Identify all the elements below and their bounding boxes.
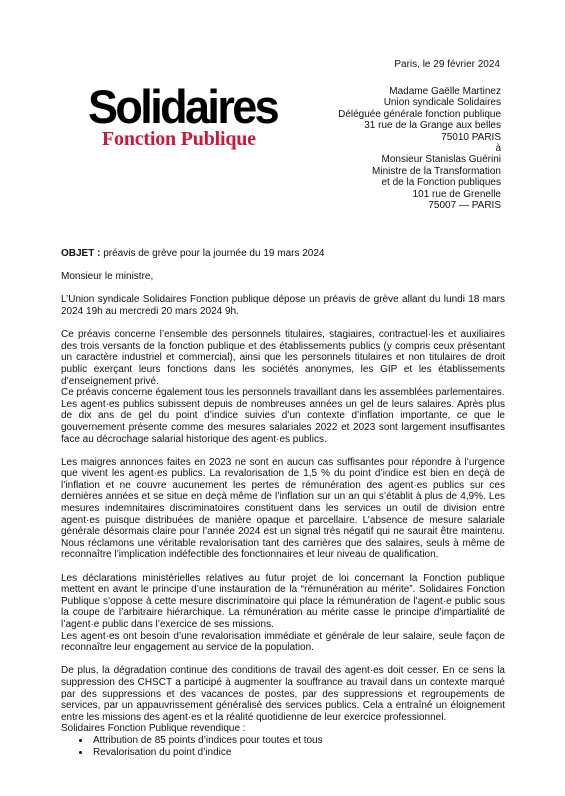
paragraph: Les agent·es publics subissent depuis de nombreuses années un gel de leurs salaires. Après plus de dix ans de gel du point d’indice suivies d’un contexte d’inflation importante, ce que le gouvernement présente comme des mesures salariales 2022 et 2023 sont largement insuffisantes face au décrochage salarial historique des agent·es publics.	[61, 398, 505, 445]
address-line: 75007 — PARIS	[428, 200, 501, 212]
address-line: 101 rue de Grenelle	[412, 188, 501, 200]
address-line: Madame Gaëlle Martinez	[389, 86, 501, 97]
paragraph: De plus, la dégradation continue des conditions de travail des agent·es doit cesser. En ce sens la suppression des CHSCT a participé à augmenter la souffrance au travail dans un contexte marqué par des suppressions et des vacances de postes, par des suppressions et regroupements de services, par un appauvrissement généralisé des services publics. Cela a entraîné un éloignement entre les missions des agent·es et la réalité quotidienne de leur exercice professionnel.	[61, 665, 505, 723]
list-item: • Revalorisation du point d’indice	[91, 747, 505, 759]
demands-list	[61, 735, 505, 758]
address-block	[338, 86, 501, 211]
paragraph: Ce préavis concerne l’ensemble des personnels titulaires, stagiaires, contractuel·les et auxiliaires des trois versants de la fonction publique et des établissements publics (y compris ceux présentant un caractère industriel et commercial), ainsi que les personnels titulaires et non titulaires de droit public exerçant leurs fonctions dans les sociétés anonymes, les GIP et les établissements d’enseignement privé.	[61, 329, 505, 387]
logo-sub-text: Fonction Publique	[102, 128, 256, 150]
address-line: Union syndicale Solidaires	[383, 97, 501, 109]
salutation: Monsieur le ministre,	[61, 271, 154, 283]
address-line: 31 rue de la Grange aux belles	[364, 120, 501, 132]
object-label: OBJET :	[61, 248, 101, 259]
solidaires-logo	[88, 79, 278, 150]
address-line: 75010 PARIS	[441, 131, 501, 143]
address-line: à	[495, 143, 501, 155]
logo-main-text: Solidaires	[88, 79, 278, 134]
paragraph: Solidaires Fonction Publique revendique :	[61, 723, 246, 735]
list-item: • Attribution de 85 points d’indices pour toutes et tous	[91, 735, 505, 747]
paragraph: Les déclarations ministérielles relatives au futur projet de loi concernant la Fonction publique mettent en avant le principe d’une instauration de la “rémunération au mérite”. Solidaires Fonction Publique s’oppose à cette mesure discriminatoire qui place la rémunération de l’agent·e public sous la coupe de l’arbitraire hiérarchique. La rémunération au mérite casse le principe d’impartialité de l’agent·e public dans l’exercice de ses missions.	[61, 572, 505, 630]
paragraph: Les maigres annonces faites en 2023 ne sont en aucun cas suffisantes pour répondre à l’urgence que vivent les agent·es publics. La revalorisation de 1,5 % du point d’indice est bien en deçà de l’inflation et ne couvre aucunement les pertes de rémunération des agent·es publics sur ces dernières années et se situe en deçà même de l’inflation sur un an qui s’établit à plus de 4,9%. Les mesures indemnitaires discriminatoires constituent dans les services un outil de division entre agent·es puisque distribuées de manière opaque et parcellaire. L’absence de mesure salariale générale désormais claire pour l’année 2024 est un signal très négatif qui ne saurait être maintenu. Nous réclamons une véritable revalorisation tant des carrières que des salaires, seuls à même de reconnaître l’implication indéfectible des fonctionnaires et leur niveau de qualification.	[61, 456, 505, 561]
address-line: et de la Fonction publiques	[381, 177, 501, 189]
letter-body	[61, 248, 505, 758]
object-text: préavis de grève pour la journée du 19 mars 2024	[100, 248, 325, 259]
paragraph: Les agent·es ont besoin d’une revalorisation immédiate et générale de leur salaire, seule façon de reconnaître leur engagement au service de la population.	[61, 630, 505, 654]
object-line	[61, 248, 505, 260]
letter-date: Paris, le 29 février 2024	[394, 59, 500, 70]
address-line: Monsieur Stanislas Guérini	[381, 154, 501, 166]
paragraph: Ce préavis concerne également tous les personnels travaillant dans les assemblées parlementaires.	[61, 387, 505, 399]
address-line: Déléguée générale fonction publique	[338, 108, 501, 120]
address-line: Ministre de la Transformation	[372, 165, 501, 177]
paragraph: L’Union syndicale Solidaires Fonction publique dépose un préavis de grève allant du lundi 18 mars 2024 19h au mercredi 20 mars 2024 9h.	[61, 294, 505, 317]
